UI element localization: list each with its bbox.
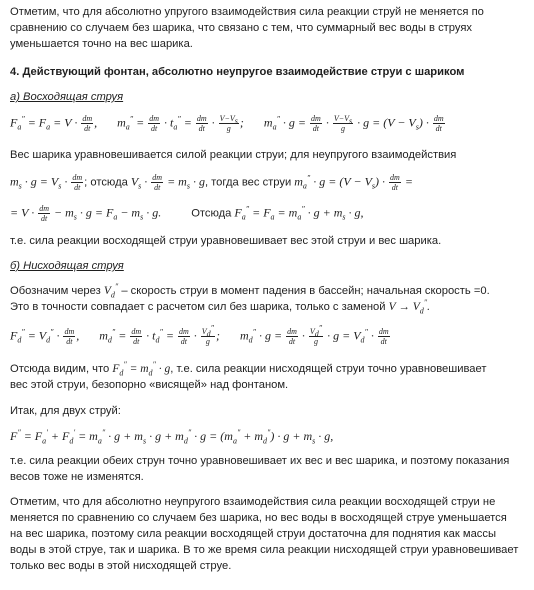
section-heading-4: 4. Действующий фонтан, абсолютно неупругое взаимодействие струи с шариком bbox=[10, 66, 465, 78]
equation-total-force: $F'' = F_a' + F_d' = m_a'' \cdot g + m_s \cdot g + m_d'' \cdot g = (m_a'' + m_d'') \cdot g + m_s \cdot g$, bbox=[10, 428, 334, 446]
subheading-descending: б) Нисходящая струя bbox=[10, 260, 124, 272]
equation-ascending-forces: $F_a'' = F_a = V$ · $\frac{dm}{dt}$ , $m_a''$ = $\frac{dm}{dt}$ · $t_a''$ = $\frac{dm}{dt}$ · $\frac{V-V_s}{g}$ ; $m_a'' \cdot g$ = $\frac{dm}{dt}$ · $\frac{V-V_s}{g}$ · $g = (V - V_s)$ · $\frac{dm}{dt}$ bbox=[10, 114, 444, 133]
paragraph-notation: Обозначим через $V_d''$ – скорость струи в момент падения в бассейн; начальная скорость =0. Это в точности совпадает с расчетом сил без шарика, только с заменой $V \to V_d''$. bbox=[10, 282, 490, 316]
equation-descending-forces: $F_d'' = V_d''$ · $\frac{dm}{dt}$ , $m_d''$ = $\frac{dm}{dt}$ · $t_d''$ = $\frac{dm}{dt}$ · $\frac{V_d''}{g}$ ; $m_d'' \cdot g$ = $\frac{dm}{dt}$ · $\frac{V_d''}{g}$ · $g = V_d''$ · $\frac{dm}{dt}$ bbox=[10, 323, 389, 346]
paragraph-elastic-note bbox=[10, 4, 520, 52]
paragraph-text: Отметим, что для абсолютно упругого взаимодействия сила реакции струй не меняется по сравнению со случаем без шарика, что связано с тем, что суммарный вес воды в струях уменьшается точно на вес шарика. bbox=[10, 6, 484, 50]
paragraph-two-jets: Итак, для двух струй: bbox=[10, 405, 121, 417]
paragraph-scale-unchanged: т.е. сила реакции обеих струн точно уравновешивает их вес и вес шарика, и поэтому показания весов тоже не изменятся. bbox=[10, 455, 510, 483]
equation-reaction-result: = V · $\frac{dm}{dt}$ − $m_s \cdot g = F_a - m_s \cdot g$. Отсюда $F_a'' = F_a = m_a'' \cdot g + m_s \cdot g$, bbox=[10, 204, 364, 223]
paragraph-weight-balance: Вес шарика уравновешивается силой реакции струи; для неупругого взаимодействия bbox=[10, 149, 457, 161]
equation-ball-weight: $m_s \cdot g = V_s$ · $\frac{dm}{dt}$ ; отсюда $V_s$ · $\frac{dm}{dt}$ = $m_s \cdot g$, тогда вес струи $m_a'' \cdot g = (V - V_s)$ · $\frac{dm}{dt}$ = bbox=[10, 173, 413, 192]
paragraph-descending-conclusion: Отсюда видим, что $F_d'' = m_d'' \cdot g$, т.е. сила реакции нисходящей струи точно уравновешивает вес этой струи, безопорно «висящей» над фонтаном. bbox=[10, 360, 487, 391]
paragraph-inelastic-note: Отметим, что для абсолютно неупругого взаимодействия сила реакции восходящей струи не меняется по сравнению со случаем без шарика, но вес воды в восходящей струе уменьшается на вес шарика, поэтому сила реакции восходящей струи достаточна для поднятия как массы воды в этой струе, так и шарика. В то же время сила реакции нисходящей струи уравновешивает только вес воды в этой нисходящей струе. bbox=[10, 496, 519, 572]
paragraph-ascending-conclusion: т.е. сила реакции восходящей струи уравновешивает вес этой струи и вес шарика. bbox=[10, 235, 442, 247]
subheading-ascending: а) Восходящая струя bbox=[10, 91, 124, 103]
